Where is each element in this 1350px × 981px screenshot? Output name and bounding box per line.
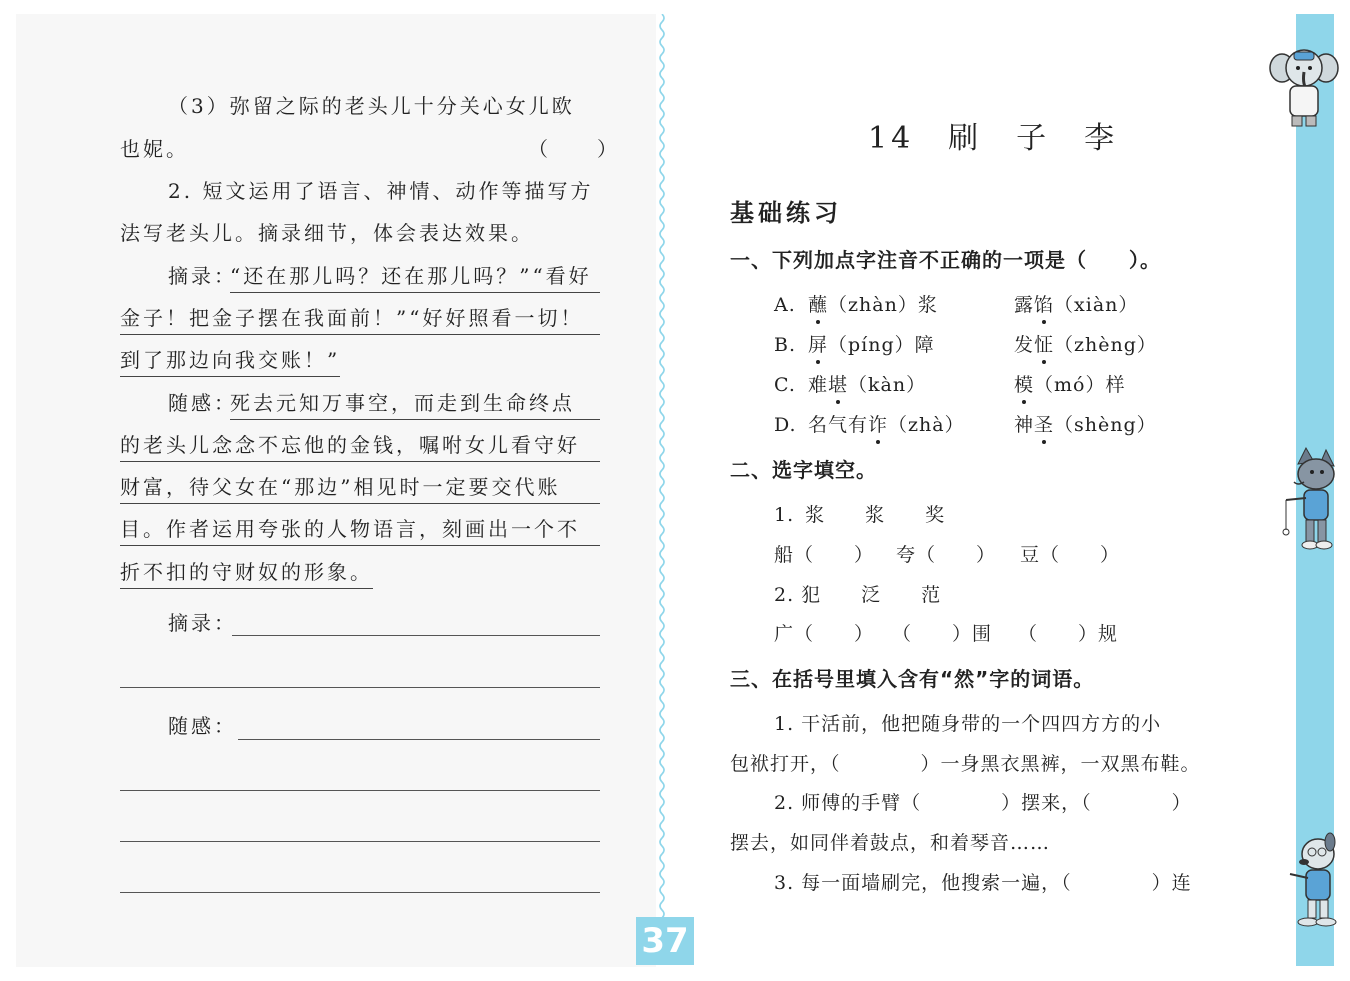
book-spine [658, 14, 666, 944]
pinyin: （zhèng） [1054, 334, 1157, 356]
lesson-title: 14 刷 子 李 [868, 121, 1119, 156]
question-2-line-2: 法写老头儿。摘录细节，体会表达效果。 [120, 221, 534, 245]
dotted-char: 怔 [1034, 334, 1055, 356]
option-b-word-2 [1014, 332, 1157, 358]
note-line-2: 的老头儿念念不忘他的金钱，嘱咐女儿看守好 [120, 432, 600, 462]
section-heading: 基础练习 [730, 199, 842, 227]
note-line-5: 折不扣的守财奴的形象。 [120, 559, 373, 589]
option-b-label: B. [774, 334, 797, 356]
writing-line[interactable] [120, 687, 600, 688]
fill-blank[interactable]: （ ）围 [892, 623, 993, 645]
pinyin: （zhà） [888, 414, 965, 436]
sentence-1-line-1: 1. 干活前，他把随身带的一个四四方方的小 [774, 713, 1162, 735]
fill-blank[interactable]: 广（ ） [774, 623, 875, 645]
dotted-char: 蘸 [808, 294, 829, 316]
char-group-2: 2. 犯 泛 范 [774, 584, 942, 606]
blank-excerpt-label: 摘录： [168, 611, 237, 635]
fill-blank[interactable]: 豆（ ） [1020, 544, 1121, 566]
fill-blank[interactable]: 夸（ ） [896, 544, 997, 566]
option-a-label: A. [774, 294, 796, 316]
pinyin: （mó）样 [1034, 374, 1126, 396]
question-1-prompt: 一、下列加点字注音不正确的一项是（ ）。 [730, 248, 1161, 272]
blank-note-label: 随感： [168, 714, 237, 738]
sentence-1-line-2: 包袱打开，（ ）一身黑衣黑裤，一双黑布鞋。 [730, 753, 1201, 775]
text: 露 [1014, 294, 1035, 316]
answer-paren: （ ） [528, 137, 620, 161]
option-a-word-2 [1014, 292, 1138, 318]
pinyin: （píng）障 [828, 334, 935, 356]
question-3-line-1: （3）弥留之际的老头儿十分关心女儿欧 [168, 94, 575, 118]
excerpt-label: 摘录： [168, 264, 237, 288]
fill-blank[interactable]: 船（ ） [774, 544, 875, 566]
sentence-3-line-1: 3. 每一面墙刷完，他搜索一遍，（ ）连 [774, 872, 1192, 894]
text: 发 [1014, 334, 1035, 356]
option-a-word-1 [808, 292, 938, 318]
char-group-1: 1. 浆 浆 奖 [774, 504, 946, 526]
text: 神 [1014, 414, 1035, 436]
writing-line[interactable] [120, 892, 600, 893]
option-d-word-2 [1014, 412, 1157, 438]
fill-blank[interactable]: （ ）规 [1018, 623, 1119, 645]
option-d-label: D. [774, 414, 797, 436]
elephant-cartoon-icon [1268, 38, 1340, 128]
pinyin: （zhàn）浆 [828, 294, 938, 316]
writing-line[interactable] [232, 635, 600, 636]
dotted-char: 圣 [1034, 414, 1055, 436]
question-2-prompt: 二、选字填空。 [730, 458, 877, 482]
wolf-cartoon-icon [1276, 446, 1340, 550]
dotted-char: 诈 [868, 414, 889, 436]
dotted-char: 馅 [1034, 294, 1055, 316]
writing-line[interactable] [120, 790, 600, 791]
dotted-char: 堪 [828, 374, 849, 396]
option-b-word-1 [808, 332, 935, 358]
excerpt-line-2: 金子！把金子摆在我面前！”“好好照看一切！ [120, 305, 600, 335]
pinyin: （xiàn） [1054, 294, 1139, 316]
question-3-line-2: 也妮。 [120, 137, 189, 161]
option-d-word-1 [808, 412, 965, 438]
note-line-1: 死去元知万事空，而走到生命终点 [230, 390, 600, 420]
sentence-2-line-1: 2. 师傅的手臂（ ）摆来，（ ） [774, 792, 1192, 814]
writing-line[interactable] [238, 739, 600, 740]
text: 名气有 [808, 414, 869, 436]
option-c-word-1 [808, 372, 926, 398]
question-2-line-1: 2. 短文运用了语言、神情、动作等描写方 [168, 179, 594, 203]
note-label: 随感： [168, 391, 237, 415]
right-page [666, 14, 1296, 967]
question-3-prompt: 三、在括号里填入含有“然”字的词语。 [730, 667, 1095, 691]
note-line-4: 目。作者运用夸张的人物语言，刻画出一个不 [120, 516, 600, 546]
dotted-char: 模 [1014, 374, 1035, 396]
option-c-label: C. [774, 374, 796, 396]
option-c-word-2 [1014, 372, 1125, 398]
pinyin: （shèng） [1054, 414, 1157, 436]
pinyin: （kàn） [848, 374, 927, 396]
note-line-3: 财富，待父女在“那边”相见时一定要交代账 [120, 474, 600, 504]
text: 难 [808, 374, 829, 396]
dog-cartoon-icon [1278, 830, 1340, 930]
page-number: 37 [636, 917, 694, 965]
sentence-2-line-2: 摆去，如同伴着鼓点，和着琴音…… [730, 832, 1051, 854]
dotted-char: 屏 [808, 334, 829, 356]
excerpt-line-3: 到了那边向我交账！” [120, 347, 340, 377]
excerpt-line-1: “还在那儿吗？还在那儿吗？”“看好 [230, 263, 600, 293]
writing-line[interactable] [120, 841, 600, 842]
